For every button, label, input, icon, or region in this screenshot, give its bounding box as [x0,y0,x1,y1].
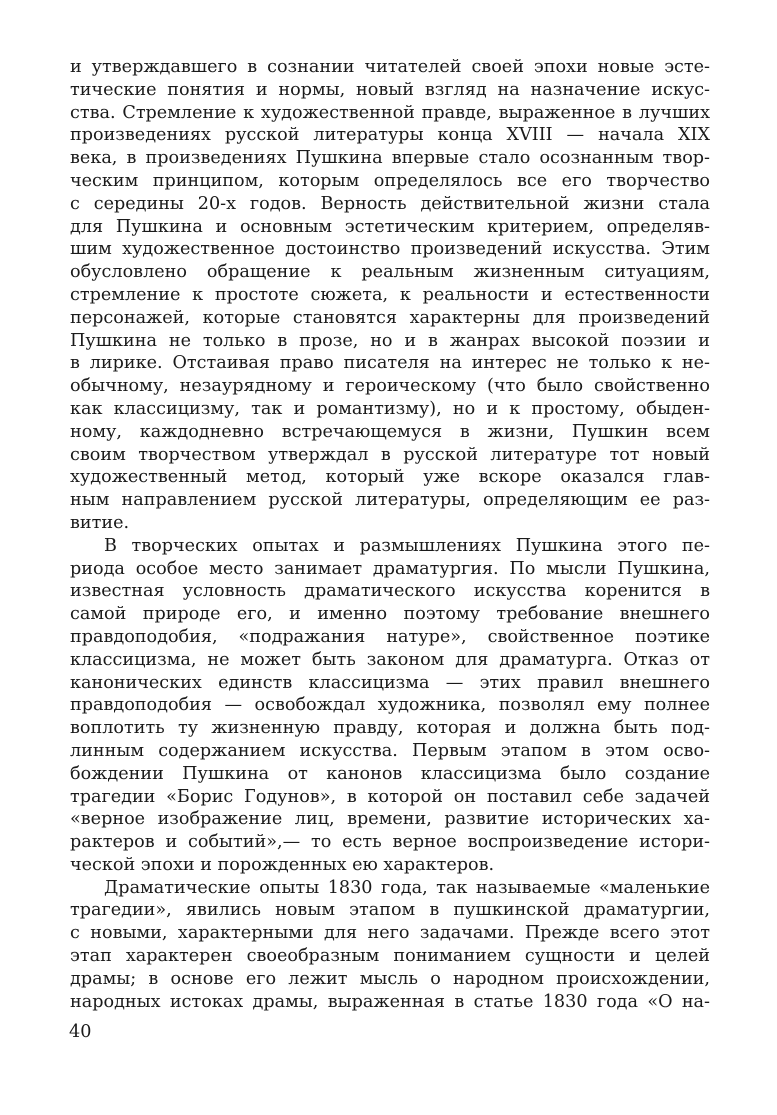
text-line: классицизма, не может быть законом для драматурга. Отказ от [70,649,710,670]
text-line: для Пушкина и основным эстетическим критерием, определяв- [70,216,710,237]
text-line: как классицизму, так и романтизму), но и к простому, обыден- [70,398,710,419]
text-line: бождении Пушкина от канонов классицизма было создание [70,763,710,784]
text-line: трагедии «Борис Годунов», в которой он поставил себе задачей [70,786,710,807]
text-line: драмы; в основе его лежит мысль о народном происхождении, [70,968,710,989]
text-line: с середины 20-х годов. Верность действительной жизни стала [70,193,710,214]
text-line: обычному, незаурядному и героическому (что было свойственно [70,376,710,397]
text-line: шим художественное достоинство произведений искусства. Этим [70,239,710,260]
text-line: правдоподобия, «подражания натуре», свойственное поэтике [70,626,710,647]
text-line: линным содержанием искусства. Первым этапом в этом осво- [70,740,710,761]
text-line: «верное изображение лиц, времени, развитие исторических ха- [70,809,710,830]
text-line: персонажей, которые становятся характерны для произведений [70,307,710,328]
text-line: стремление к простоте сюжета, к реальности и естественности [70,284,710,305]
text-line: Драматические опыты 1830 года, так называемые «маленькие [104,877,710,898]
text-line: обусловлено обращение к реальным жизненным ситуациям, [70,262,710,283]
text-line: и утверждавшего в сознании читателей своей эпохи новые эсте- [70,57,710,77]
text-line: своим творчеством утверждал в русской литературе тот новый [70,444,710,465]
text-line: произведениях русской литературы конца XVIII — начала XIX [70,125,710,146]
text-line: народных истоках драмы, выраженная в статье 1830 года «О на- [70,991,710,1012]
text-line: рактеров и событий»,— то есть верное воспроизведение истори- [70,832,710,853]
body-text [70,56,710,1013]
text-line: ческим принципом, которым определялось все его творчество [70,170,710,191]
text-line: тические понятия и нормы, новый взгляд на назначение искус- [70,79,710,100]
text-line: с новыми, характерными для него задачами. Прежде всего этот [70,923,710,944]
text-line: риода особое место занимает драматургия. По мысли Пушкина, [70,558,710,579]
text-line: ства. Стремление к художественной правде, выраженное в лучших [70,102,710,123]
text-line: канонических единств классицизма — этих правил внешнего [70,672,710,693]
page-number: 40 [69,1022,92,1042]
text-line: воплотить ту жизненную правду, которая и должна быть под- [70,718,710,739]
text-line: в лирике. Отстаивая право писателя на интерес не только к не- [70,353,710,374]
text-line: века, в произведениях Пушкина впервые стало осознанным твор- [70,148,710,169]
text-line: этап характерен своеобразным пониманием сущности и целей [70,946,710,967]
text-line: ческой эпохи и порожденных ею характеров. [70,854,495,875]
text-line: правдоподобия — освобождал художника, позволял ему полнее [70,695,710,716]
text-line: ному, каждодневно встречающемуся в жизни, Пушкин всем [70,421,710,442]
text-line: художественный метод, который уже вскоре оказался глав- [70,467,710,488]
text-line: ным направлением русской литературы, определяющим ее раз- [70,490,710,511]
text-line: самой природе его, и именно поэтому требование внешнего [70,604,710,625]
text-line: Пушкина не только в прозе, но и в жанрах высокой поэзии и [70,330,710,351]
text-line: известная условность драматического искусства коренится в [70,581,710,602]
text-line: витие. [70,512,130,533]
text-line: трагедии», явились новым этапом в пушкинской драматургии, [70,900,710,921]
text-line: В творческих опытах и размышлениях Пушкина этого пе- [104,535,710,556]
